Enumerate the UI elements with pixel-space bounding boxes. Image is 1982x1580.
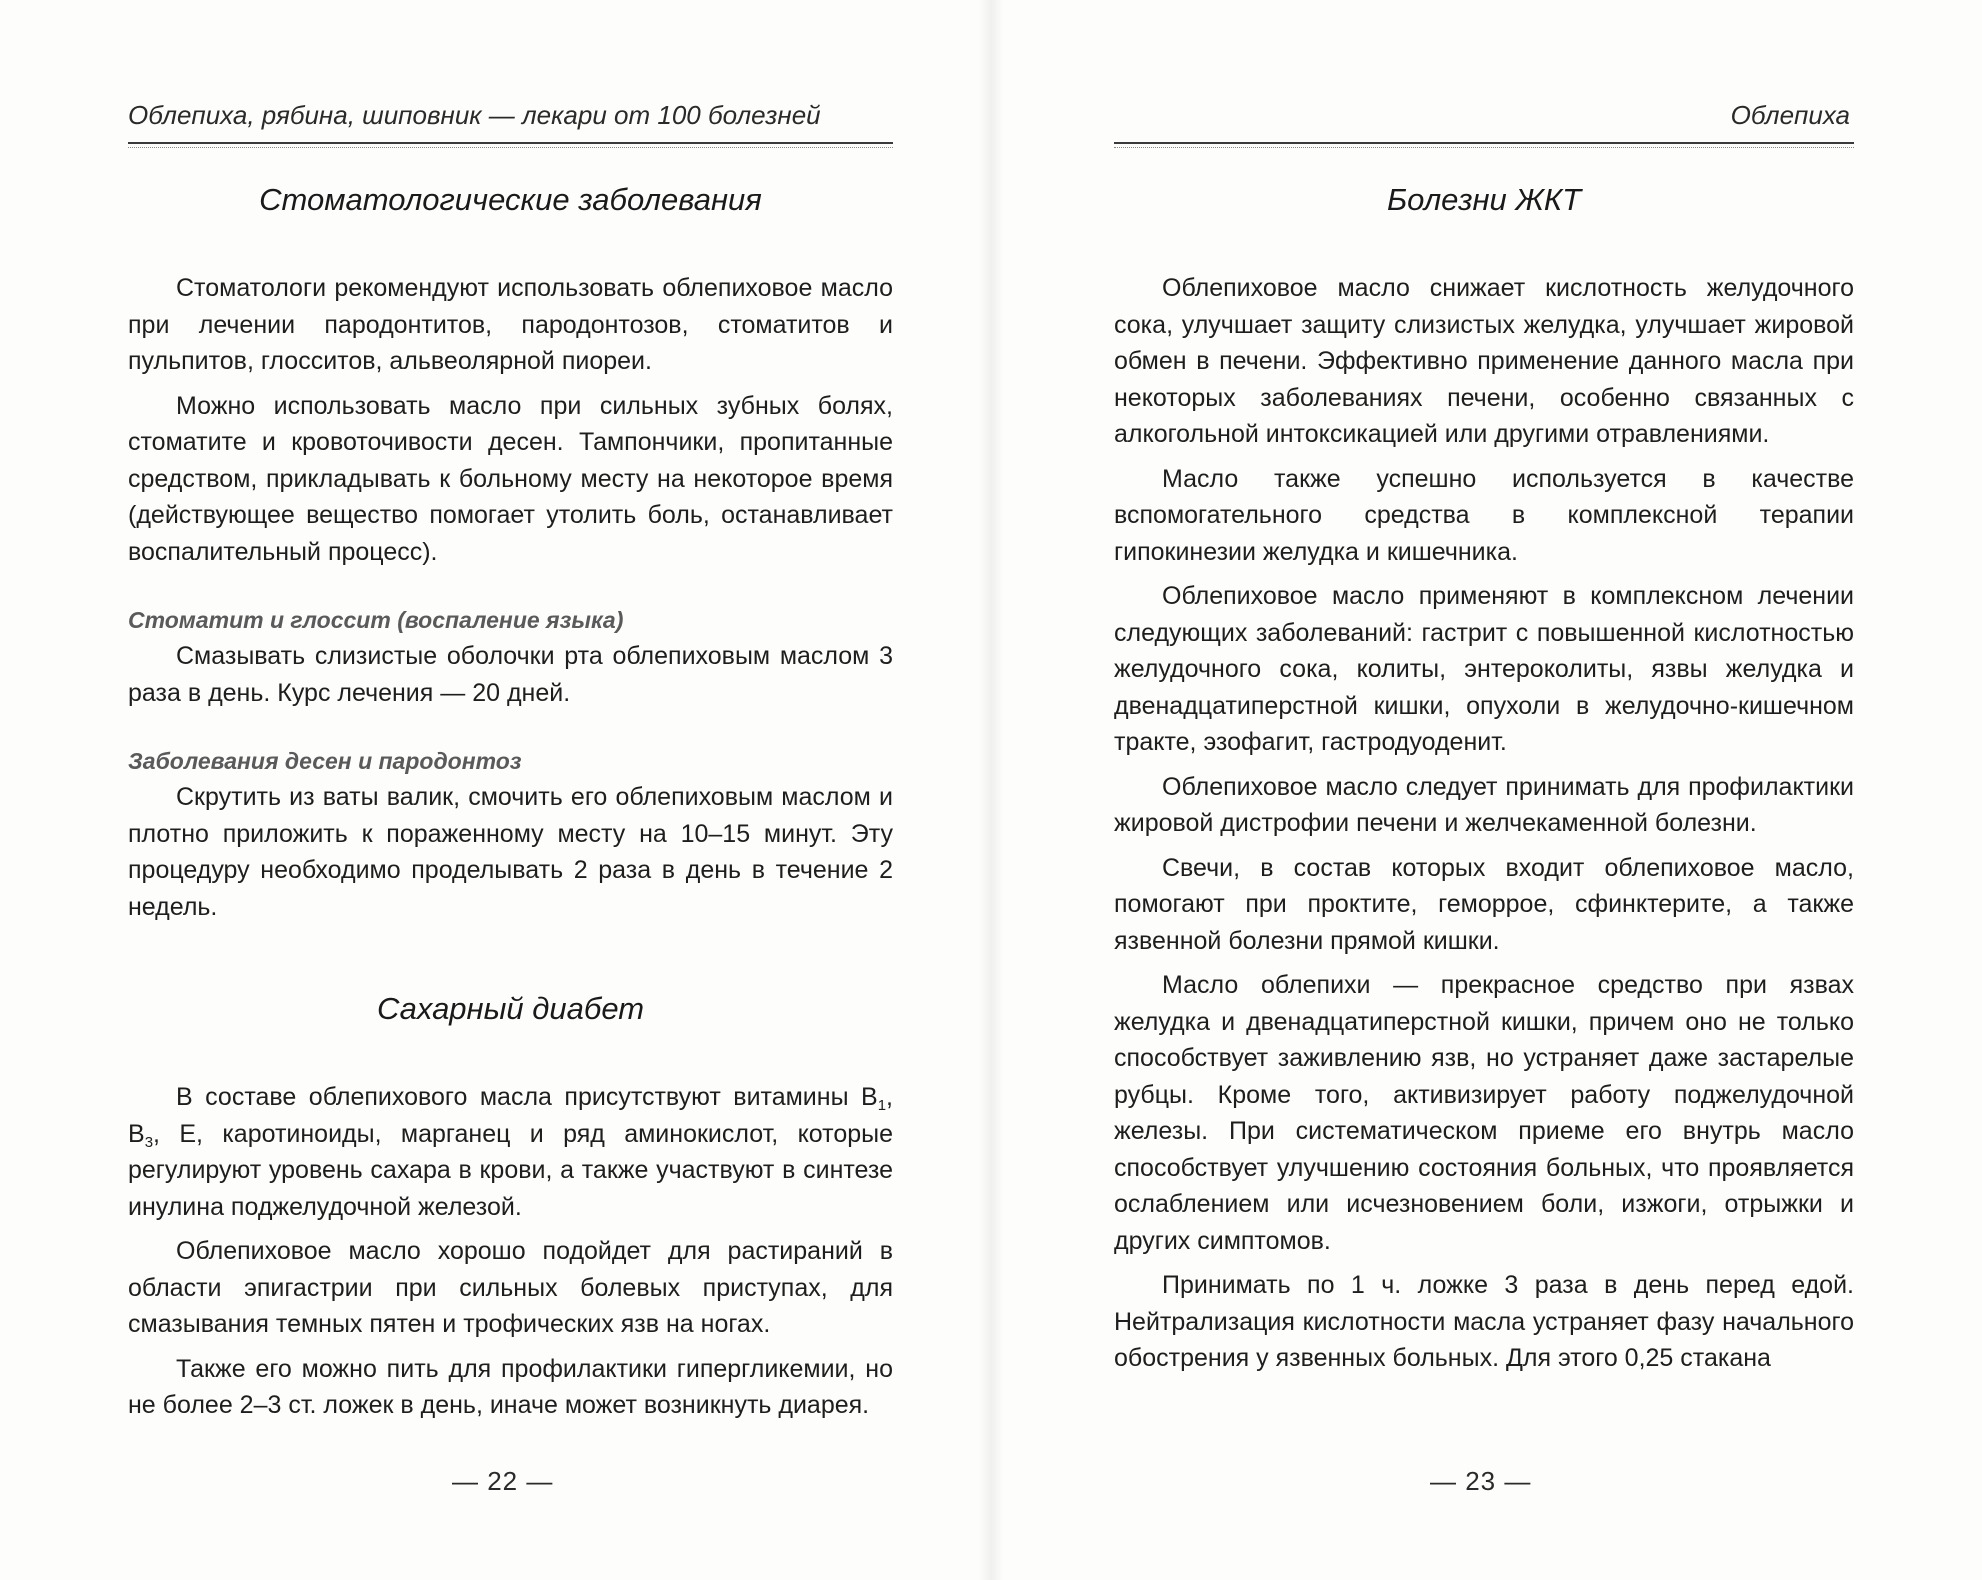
paragraph: Масло также успешно используется в качестве вспомогательного средства в комплексной терапии гипокинезии желудка и кишечника. <box>1114 464 1854 566</box>
section-title-gi: Болезни ЖКТ <box>1386 182 1582 217</box>
subheading-gums: Заболевания десен и пародонтоз <box>128 748 522 774</box>
left-page <box>0 0 990 1580</box>
paragraph-vitamins <box>128 1079 893 1225</box>
paragraph: Свечи, в состав которых входит облепиховое масло, помогают при проктите, геморрое, сфинктерите, а также язвенной болезни прямой кишки. <box>1114 853 1854 955</box>
right-running-head: Облепиха <box>1730 100 1850 130</box>
subscript: 3 <box>144 1133 154 1151</box>
paragraph: Стоматологи рекомендуют использовать облепиховое масло при лечении пародонтитов, пародонтозов, стоматитов и пульпитов, глосситов, альвеолярной пиореи. <box>128 274 893 375</box>
text-fragment: , В <box>128 1083 893 1148</box>
paragraph: Облепиховое масло снижает кислотность желудочного сока, улучшает защиту слизистых желудка, улучшает жировой обмен в печени. Эффективно применение данного масла при некоторых заболеваниях печени, особенно связанных с алкогольной интоксикацией или другими отравлениями. <box>1114 274 1854 448</box>
left-text-column <box>128 170 893 1432</box>
left-running-head: Облепиха, рябина, шиповник — лекари от 100 болезней <box>128 100 821 130</box>
right-page <box>990 0 1982 1580</box>
paragraph: Смазывать слизистые оболочки рта облепиховым маслом 3 раза в день. Курс лечения — 20 дней. <box>128 642 893 707</box>
right-header-rule <box>1114 142 1854 144</box>
text-fragment: В составе облепихового масла присутствуют витамины В <box>176 1083 878 1111</box>
paragraph: Масло облепихи — прекрасное средство при язвах желудка и двенадцатиперстной кишки, причем оно не только способствует заживлению язв, но устраняет даже застарелые рубцы. Кроме того, активизирует работу поджелудочной железы. При систематическом приеме его внутрь масло способствует улучшению состояния больных, что проявляется ослаблением или исчезновением боли, изжоги, отрыжки и других симптомов. <box>1114 971 1854 1255</box>
subscript: 1 <box>877 1097 887 1114</box>
paragraph: Облепиховое масло хорошо подойдет для растираний в области эпигастрии при сильных болевых приступах, для смазывания темных пятен и трофических язв на ногах. <box>128 1237 893 1338</box>
left-header-rule <box>128 142 893 144</box>
right-text-column <box>1114 170 1854 1385</box>
paragraph: Также его можно пить для профилактики гипергликемии, но не более 2–3 ст. ложек в день, иначе может возникнуть диарея. <box>128 1354 893 1419</box>
paragraph: Облепиховое масло следует принимать для профилактики жировой дистрофии печени и желчекаменной болезни. <box>1114 772 1854 837</box>
paragraph: Можно использовать масло при сильных зубных болях, стоматите и кровоточивости десен. Тампончики, пропитанные средством, прикладывать к больному месту на некоторое время (действующее вещество помогает утолить боль, останавливает воспалительный процесс). <box>128 391 893 566</box>
section-title-dental: Стоматологические заболевания <box>259 182 762 217</box>
paragraph: Облепиховое масло применяют в комплексном лечении следующих заболеваний: гастрит с повышенной кислотностью желудочного сока, колиты, энтероколиты, язвы желудка и двенадцатиперстной кишки, опухоли в желудочно-кишечном тракте, эзофагит, гастродуоденит. <box>1114 582 1854 756</box>
left-page-number: — 22 — <box>452 1466 554 1496</box>
section-title-diabetes: Сахарный диабет <box>376 991 645 1026</box>
paragraph: Скрутить из ваты валик, смочить его облепиховым маслом и плотно приложить к пораженному месту на 10–15 минут. Эту процедуру необходимо проделывать 2 раза в день в течение 2 недель. <box>128 783 893 921</box>
subheading-stomatitis: Стоматит и глоссит (воспаление языка) <box>128 607 624 633</box>
right-page-number: — 23 — <box>1430 1466 1532 1496</box>
text-fragment: , Е, каротиноиды, марганец и ряд аминокислот, которые регулируют уровень сахара в крови, а также участвуют в синтезе инулина поджелудочной железой. <box>128 1119 893 1221</box>
paragraph: Принимать по 1 ч. ложке 3 раза в день перед едой. Нейтрализация кислотности масла устраняет фазу начального обострения у язвенных больных. Для этого 0,25 стакана <box>1114 1271 1854 1372</box>
